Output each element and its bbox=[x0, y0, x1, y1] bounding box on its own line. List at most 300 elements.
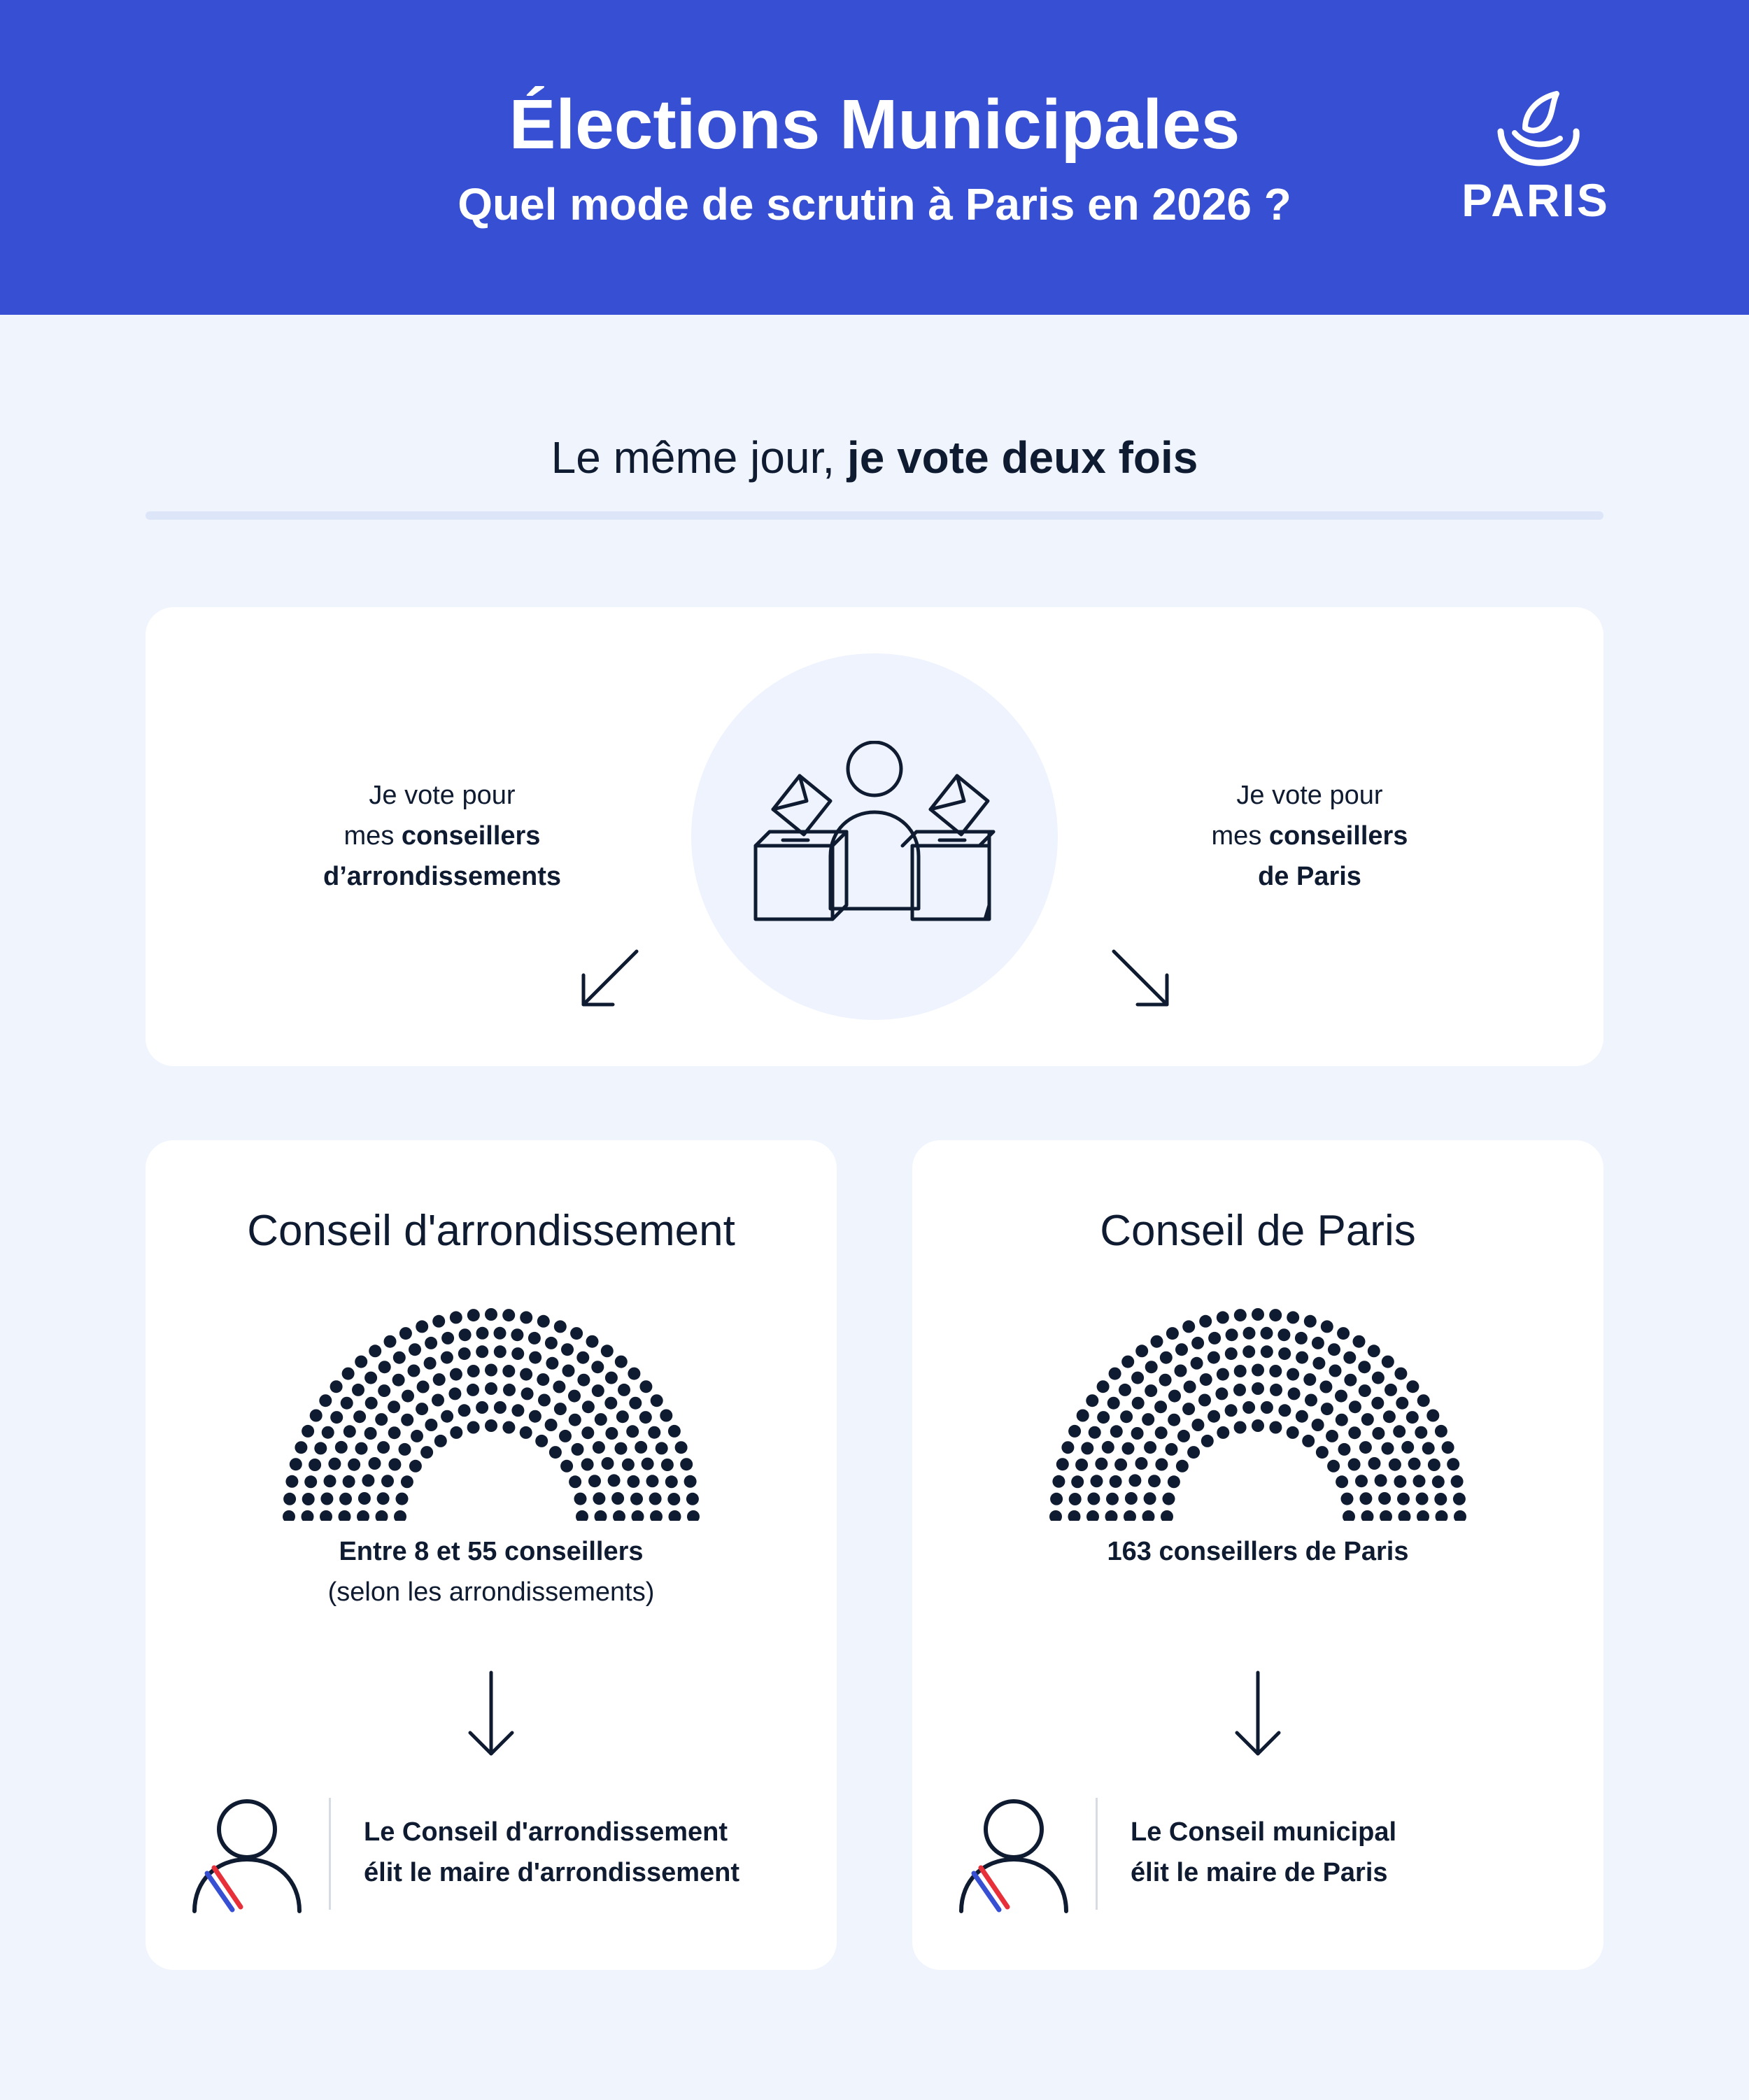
seat-dot bbox=[642, 1458, 654, 1470]
seat-dot bbox=[494, 1345, 507, 1358]
seat-dot bbox=[1447, 1458, 1459, 1470]
seat-dot bbox=[335, 1441, 348, 1454]
seat-dot bbox=[450, 1311, 462, 1324]
seat-dot bbox=[622, 1459, 635, 1471]
seat-dot bbox=[339, 1510, 351, 1521]
seat-dot bbox=[1176, 1460, 1189, 1473]
seat-dot bbox=[576, 1351, 589, 1364]
seat-dot bbox=[433, 1373, 446, 1386]
seat-dot bbox=[605, 1372, 618, 1384]
seat-dot bbox=[1371, 1397, 1384, 1410]
seat-dot bbox=[684, 1475, 697, 1488]
seat-dot bbox=[601, 1345, 614, 1357]
seat-dot bbox=[1416, 1493, 1429, 1505]
seat-dot bbox=[1359, 1384, 1371, 1397]
seat-dot bbox=[330, 1411, 343, 1424]
council-title: Conseil d'arrondissement bbox=[247, 1207, 735, 1255]
seat-dot bbox=[537, 1315, 550, 1328]
seat-dot bbox=[1125, 1492, 1138, 1505]
seat-dot bbox=[1442, 1441, 1454, 1454]
seat-dot bbox=[602, 1457, 614, 1470]
seat-dot bbox=[1155, 1426, 1168, 1439]
seat-dot bbox=[1336, 1475, 1348, 1488]
seat-dot bbox=[559, 1430, 572, 1442]
seat-dot bbox=[1110, 1475, 1122, 1488]
seat-dot bbox=[1122, 1442, 1135, 1455]
seat-dot bbox=[1252, 1419, 1264, 1432]
seat-dot bbox=[635, 1441, 647, 1454]
seat-dot bbox=[1406, 1411, 1419, 1424]
seat-dot bbox=[1348, 1426, 1361, 1439]
seat-dot bbox=[591, 1361, 604, 1373]
seat-dot bbox=[416, 1403, 428, 1415]
seat-dot bbox=[1144, 1492, 1156, 1505]
seat-dot bbox=[582, 1400, 595, 1413]
seat-dot bbox=[348, 1459, 360, 1471]
seat-dot bbox=[1278, 1404, 1291, 1417]
seat-dot bbox=[448, 1387, 461, 1400]
seat-dot bbox=[1086, 1510, 1099, 1521]
seat-dot bbox=[1120, 1410, 1133, 1423]
seat-dot bbox=[467, 1421, 480, 1434]
seat-dot bbox=[467, 1309, 480, 1321]
seat-dot bbox=[476, 1327, 489, 1340]
seat-dot bbox=[1145, 1361, 1158, 1373]
seat-dot bbox=[409, 1343, 421, 1356]
seat-dot bbox=[467, 1384, 479, 1396]
seat-dot bbox=[304, 1475, 317, 1488]
seat-dot bbox=[595, 1510, 607, 1521]
seat-dot bbox=[1151, 1335, 1163, 1348]
council-arrondissement-card bbox=[146, 1140, 837, 1970]
seat-dot bbox=[1052, 1475, 1065, 1488]
seat-dot bbox=[324, 1475, 337, 1487]
seat-dot bbox=[330, 1380, 343, 1393]
seat-dot bbox=[667, 1493, 680, 1505]
seat-dot bbox=[485, 1419, 497, 1432]
seat-dot bbox=[627, 1475, 639, 1488]
seat-dot bbox=[1344, 1374, 1357, 1386]
seat-dot bbox=[1199, 1315, 1212, 1328]
seat-dot bbox=[1243, 1327, 1256, 1340]
seat-dot bbox=[1287, 1426, 1299, 1439]
vote-right-line2: mes conseillers bbox=[1211, 821, 1408, 851]
seat-dot bbox=[1110, 1425, 1123, 1438]
seat-dot bbox=[1168, 1414, 1180, 1426]
seat-dot bbox=[1208, 1410, 1220, 1423]
seat-dot bbox=[1234, 1309, 1247, 1321]
seat-dot bbox=[626, 1425, 639, 1438]
seat-dot bbox=[592, 1384, 604, 1397]
seat-dot bbox=[494, 1401, 507, 1414]
seat-dot bbox=[388, 1400, 400, 1413]
seat-dot bbox=[1335, 1390, 1347, 1403]
seat-dot bbox=[467, 1365, 480, 1377]
seat-dot bbox=[283, 1510, 295, 1521]
seat-dot bbox=[408, 1365, 420, 1377]
seat-dot bbox=[1128, 1474, 1141, 1487]
seat-dot bbox=[1436, 1510, 1448, 1521]
seat-dot bbox=[1168, 1390, 1181, 1403]
seat-dot bbox=[1337, 1327, 1350, 1340]
seat-dot bbox=[1142, 1413, 1154, 1426]
seat-dot bbox=[344, 1425, 356, 1438]
seat-dot bbox=[1296, 1410, 1308, 1423]
vote-right-text bbox=[1128, 775, 1492, 897]
seat-dot bbox=[1394, 1368, 1407, 1380]
seat-dot bbox=[1269, 1309, 1282, 1321]
seat-dot bbox=[355, 1442, 368, 1455]
seat-dot bbox=[441, 1332, 454, 1345]
seat-dot bbox=[1394, 1475, 1406, 1488]
seat-dot bbox=[352, 1384, 364, 1396]
seat-dot bbox=[1359, 1441, 1372, 1454]
seat-dot bbox=[1155, 1459, 1168, 1471]
seat-dot bbox=[1121, 1356, 1134, 1368]
vote-right-line3: de Paris bbox=[1258, 862, 1361, 891]
seat-dot bbox=[1378, 1492, 1391, 1505]
seat-dot bbox=[494, 1327, 507, 1340]
seat-dot bbox=[1385, 1384, 1397, 1396]
seat-dot bbox=[285, 1475, 298, 1488]
seat-dot bbox=[1287, 1311, 1299, 1324]
page-subtitle: Quel mode de scrutin à Paris en 2026 ? bbox=[458, 179, 1291, 229]
seat-dot bbox=[377, 1492, 390, 1505]
seat-dot bbox=[1278, 1347, 1291, 1360]
seat-dot bbox=[1435, 1425, 1447, 1438]
seat-dot bbox=[675, 1441, 688, 1454]
seat-dot bbox=[1135, 1457, 1148, 1470]
seat-dot bbox=[1417, 1394, 1430, 1407]
seat-dot bbox=[529, 1351, 541, 1364]
seat-dot bbox=[1413, 1475, 1426, 1487]
seat-dot bbox=[1233, 1384, 1246, 1396]
seat-dot bbox=[1329, 1365, 1342, 1377]
seat-dot bbox=[1368, 1457, 1381, 1470]
vote-left-text bbox=[260, 775, 624, 897]
seat-dot bbox=[458, 1404, 471, 1417]
seat-dot bbox=[1321, 1403, 1333, 1415]
seat-dot bbox=[1225, 1347, 1238, 1360]
seat-dot bbox=[328, 1458, 341, 1470]
seat-dot bbox=[616, 1410, 629, 1423]
seat-dot bbox=[1319, 1381, 1332, 1393]
seat-dot bbox=[1208, 1351, 1220, 1364]
seat-dot bbox=[1075, 1459, 1088, 1471]
seat-dot bbox=[450, 1368, 462, 1381]
seat-dot bbox=[568, 1390, 581, 1403]
page-title: Élections Municipales bbox=[509, 85, 1240, 164]
seat-dot bbox=[432, 1394, 444, 1407]
seat-dot bbox=[1277, 1328, 1290, 1341]
divider-line bbox=[1096, 1798, 1098, 1910]
seat-dot bbox=[1201, 1435, 1214, 1447]
seat-dot bbox=[686, 1493, 699, 1505]
seat-dot bbox=[1234, 1421, 1247, 1434]
seat-dot bbox=[1304, 1315, 1317, 1328]
seat-dot bbox=[687, 1510, 700, 1521]
seat-dot bbox=[1132, 1397, 1145, 1410]
seat-dot bbox=[628, 1368, 640, 1380]
seat-dot bbox=[1361, 1413, 1374, 1426]
seat-dot bbox=[1397, 1493, 1410, 1505]
seat-dot bbox=[1191, 1357, 1203, 1370]
seat-dot bbox=[341, 1397, 353, 1410]
voter-circle bbox=[691, 653, 1058, 1020]
seat-dot bbox=[639, 1380, 652, 1393]
seat-dot bbox=[581, 1426, 594, 1439]
seat-dot bbox=[1071, 1475, 1084, 1488]
seat-dot bbox=[1321, 1320, 1333, 1333]
seat-dot bbox=[1327, 1460, 1340, 1473]
seat-dot bbox=[656, 1442, 668, 1454]
arrow-down-icon bbox=[1233, 1668, 1283, 1759]
seat-dot bbox=[1372, 1427, 1385, 1440]
seat-dot bbox=[1145, 1384, 1157, 1397]
seat-dot bbox=[1328, 1343, 1340, 1356]
arrow-down-right-icon bbox=[1107, 944, 1177, 1014]
seat-dot bbox=[1372, 1372, 1385, 1384]
seat-dot bbox=[1393, 1425, 1405, 1438]
logo-text: PARIS bbox=[1461, 174, 1610, 226]
seat-dot bbox=[394, 1510, 406, 1521]
seat-dot bbox=[377, 1441, 390, 1454]
seat-dot bbox=[1161, 1510, 1173, 1521]
seat-dot bbox=[1252, 1364, 1264, 1377]
seat-dot bbox=[1269, 1421, 1282, 1434]
seat-dot bbox=[1382, 1442, 1394, 1455]
seat-dot bbox=[1182, 1320, 1195, 1333]
seat-dot bbox=[396, 1493, 409, 1505]
mayor-sash-icon bbox=[954, 1798, 1073, 1913]
vote-left-line3: d’arrondissements bbox=[323, 862, 561, 891]
seat-dot bbox=[593, 1492, 605, 1505]
seat-dot bbox=[593, 1441, 605, 1454]
seat-dot bbox=[595, 1413, 607, 1426]
seat-dot bbox=[1396, 1397, 1408, 1410]
seat-dot bbox=[535, 1435, 548, 1447]
seat-dot bbox=[401, 1475, 413, 1488]
seat-dot bbox=[576, 1510, 588, 1521]
paris-logo[interactable] bbox=[1455, 90, 1616, 229]
seat-dot bbox=[1432, 1475, 1445, 1488]
seat-dot bbox=[1166, 1443, 1178, 1456]
seat-dot bbox=[1375, 1474, 1387, 1487]
seat-dot bbox=[1159, 1374, 1172, 1386]
seat-dot bbox=[632, 1510, 644, 1521]
seat-dot bbox=[538, 1394, 551, 1407]
mayor-line2: élit le maire d'arrondissement bbox=[364, 1858, 740, 1887]
seat-dot bbox=[1068, 1425, 1081, 1438]
seat-dot bbox=[639, 1411, 652, 1424]
seat-dot bbox=[1261, 1345, 1273, 1358]
seat-dot bbox=[357, 1510, 369, 1521]
seat-dot bbox=[1124, 1510, 1136, 1521]
seat-dot bbox=[665, 1475, 678, 1488]
seat-dot bbox=[310, 1410, 323, 1422]
seat-dot bbox=[393, 1351, 406, 1364]
seat-dot bbox=[572, 1443, 584, 1456]
seat-dot bbox=[376, 1510, 388, 1521]
vote-left-line2: mes conseillers bbox=[344, 821, 541, 851]
seat-dot bbox=[1097, 1380, 1110, 1393]
seat-dot bbox=[369, 1457, 381, 1470]
seat-dot bbox=[365, 1397, 378, 1410]
seat-dot bbox=[1091, 1475, 1103, 1487]
seat-dot bbox=[511, 1347, 524, 1360]
seat-dot bbox=[1288, 1387, 1301, 1400]
seat-dot bbox=[1198, 1394, 1211, 1407]
seat-dot bbox=[1295, 1332, 1308, 1345]
hemicycle-icon bbox=[283, 1286, 700, 1521]
seat-dot bbox=[434, 1435, 447, 1447]
seat-dot bbox=[1175, 1365, 1187, 1377]
seat-dot bbox=[392, 1374, 405, 1386]
seat-dot bbox=[545, 1337, 558, 1349]
seat-dot bbox=[283, 1493, 296, 1505]
seat-dot bbox=[680, 1458, 693, 1470]
seat-dot bbox=[1326, 1430, 1338, 1442]
seat-dot bbox=[502, 1309, 515, 1321]
arrow-down-left-icon bbox=[574, 944, 644, 1014]
seat-dot bbox=[295, 1441, 307, 1454]
seat-dot bbox=[1131, 1372, 1144, 1384]
seat-dot bbox=[1135, 1345, 1148, 1357]
seat-dot bbox=[502, 1365, 515, 1377]
seat-dot bbox=[1168, 1475, 1180, 1488]
seat-dot bbox=[1160, 1351, 1173, 1364]
seat-dot bbox=[1069, 1493, 1082, 1505]
arrow-down-icon bbox=[466, 1668, 516, 1759]
seat-dot bbox=[1215, 1387, 1228, 1400]
seat-dot bbox=[1217, 1368, 1229, 1381]
seat-dot bbox=[1097, 1411, 1110, 1424]
seat-dot bbox=[1177, 1430, 1190, 1442]
seat-dot bbox=[1428, 1459, 1440, 1471]
seat-dot bbox=[651, 1394, 663, 1407]
seat-dot bbox=[320, 1493, 333, 1505]
seat-dot bbox=[611, 1492, 624, 1505]
seat-dot bbox=[1226, 1328, 1238, 1341]
seat-dot bbox=[520, 1426, 532, 1439]
seat-dot bbox=[388, 1459, 401, 1471]
seat-dot bbox=[384, 1335, 397, 1348]
seat-dot bbox=[1081, 1442, 1093, 1454]
seat-dot bbox=[409, 1460, 422, 1473]
seat-dot bbox=[615, 1356, 628, 1368]
seat-dot bbox=[364, 1372, 377, 1384]
seat-dot bbox=[290, 1458, 302, 1470]
seat-dot bbox=[1399, 1510, 1411, 1521]
seat-dot bbox=[388, 1426, 401, 1439]
seat-dot bbox=[314, 1442, 327, 1454]
seat-dot bbox=[1353, 1335, 1366, 1348]
seat-dot bbox=[1417, 1510, 1429, 1521]
seat-dot bbox=[1296, 1351, 1308, 1364]
seat-dot bbox=[618, 1384, 630, 1396]
seat-dot bbox=[1234, 1365, 1247, 1377]
seat-dot bbox=[1312, 1337, 1324, 1349]
seat-dot bbox=[1144, 1441, 1156, 1454]
seat-dot bbox=[1119, 1384, 1131, 1396]
seat-dot bbox=[1358, 1361, 1371, 1373]
seat-dot bbox=[1302, 1435, 1315, 1447]
seat-dot bbox=[485, 1308, 497, 1321]
seat-dot bbox=[511, 1328, 523, 1341]
seat-dot bbox=[458, 1347, 471, 1360]
seat-dot bbox=[1454, 1510, 1466, 1521]
header-banner bbox=[0, 0, 1749, 315]
seat-dot bbox=[411, 1430, 423, 1442]
mayor-sash-icon bbox=[187, 1798, 306, 1913]
seat-dot bbox=[502, 1421, 515, 1434]
seat-dot bbox=[1252, 1382, 1264, 1395]
seat-dot bbox=[1142, 1510, 1155, 1521]
seat-dot bbox=[399, 1327, 412, 1340]
seat-dot bbox=[1341, 1493, 1354, 1505]
seat-dot bbox=[1361, 1510, 1374, 1521]
seat-dot bbox=[319, 1394, 332, 1407]
seat-dot bbox=[1105, 1510, 1118, 1521]
vote-right-line1: Je vote pour bbox=[1236, 781, 1383, 810]
seat-dot bbox=[581, 1459, 594, 1471]
seat-dot bbox=[1086, 1394, 1098, 1407]
seat-dot bbox=[432, 1315, 445, 1328]
seat-dot bbox=[381, 1475, 394, 1487]
seat-dot bbox=[577, 1374, 590, 1386]
seat-dot bbox=[1184, 1381, 1196, 1393]
seat-dot bbox=[1175, 1343, 1188, 1356]
seat-dot bbox=[511, 1404, 524, 1417]
seat-dot bbox=[1077, 1410, 1089, 1422]
seat-dot bbox=[1336, 1414, 1348, 1426]
divider bbox=[146, 511, 1603, 520]
seat-dot bbox=[402, 1390, 414, 1403]
seat-dot bbox=[425, 1337, 437, 1349]
seat-dot bbox=[1106, 1493, 1119, 1505]
seat-dot bbox=[586, 1335, 599, 1348]
seat-dot bbox=[424, 1357, 437, 1370]
seat-dot bbox=[302, 1510, 314, 1521]
seat-dot bbox=[1217, 1426, 1229, 1439]
seat-dot bbox=[545, 1419, 558, 1431]
seat-dot bbox=[302, 1493, 315, 1505]
seat-dot bbox=[1305, 1394, 1317, 1407]
seat-dot bbox=[669, 1510, 681, 1521]
seat-dot bbox=[1109, 1368, 1121, 1380]
intro-text-normal: Le même jour, bbox=[551, 432, 847, 483]
seat-dot bbox=[660, 1410, 672, 1422]
seat-dot bbox=[649, 1493, 662, 1505]
seat-dot bbox=[1261, 1327, 1273, 1340]
council-title: Conseil de Paris bbox=[1100, 1207, 1416, 1255]
seat-dot bbox=[1426, 1410, 1439, 1422]
seat-dot bbox=[1050, 1493, 1063, 1505]
seat-dot bbox=[1061, 1441, 1074, 1454]
seat-dot bbox=[1312, 1419, 1324, 1431]
seat-dot bbox=[630, 1493, 643, 1505]
seat-dot bbox=[520, 1311, 532, 1324]
seat-dot bbox=[1261, 1401, 1273, 1414]
seat-dot bbox=[1095, 1458, 1107, 1470]
seat-dot bbox=[646, 1475, 659, 1487]
seat-dot bbox=[1208, 1332, 1221, 1345]
vote-left-line1: Je vote pour bbox=[369, 781, 516, 810]
seat-dot bbox=[569, 1475, 581, 1488]
seat-dot bbox=[562, 1365, 575, 1377]
seat-dot bbox=[476, 1345, 488, 1358]
ballot-voter-icon bbox=[752, 741, 997, 923]
